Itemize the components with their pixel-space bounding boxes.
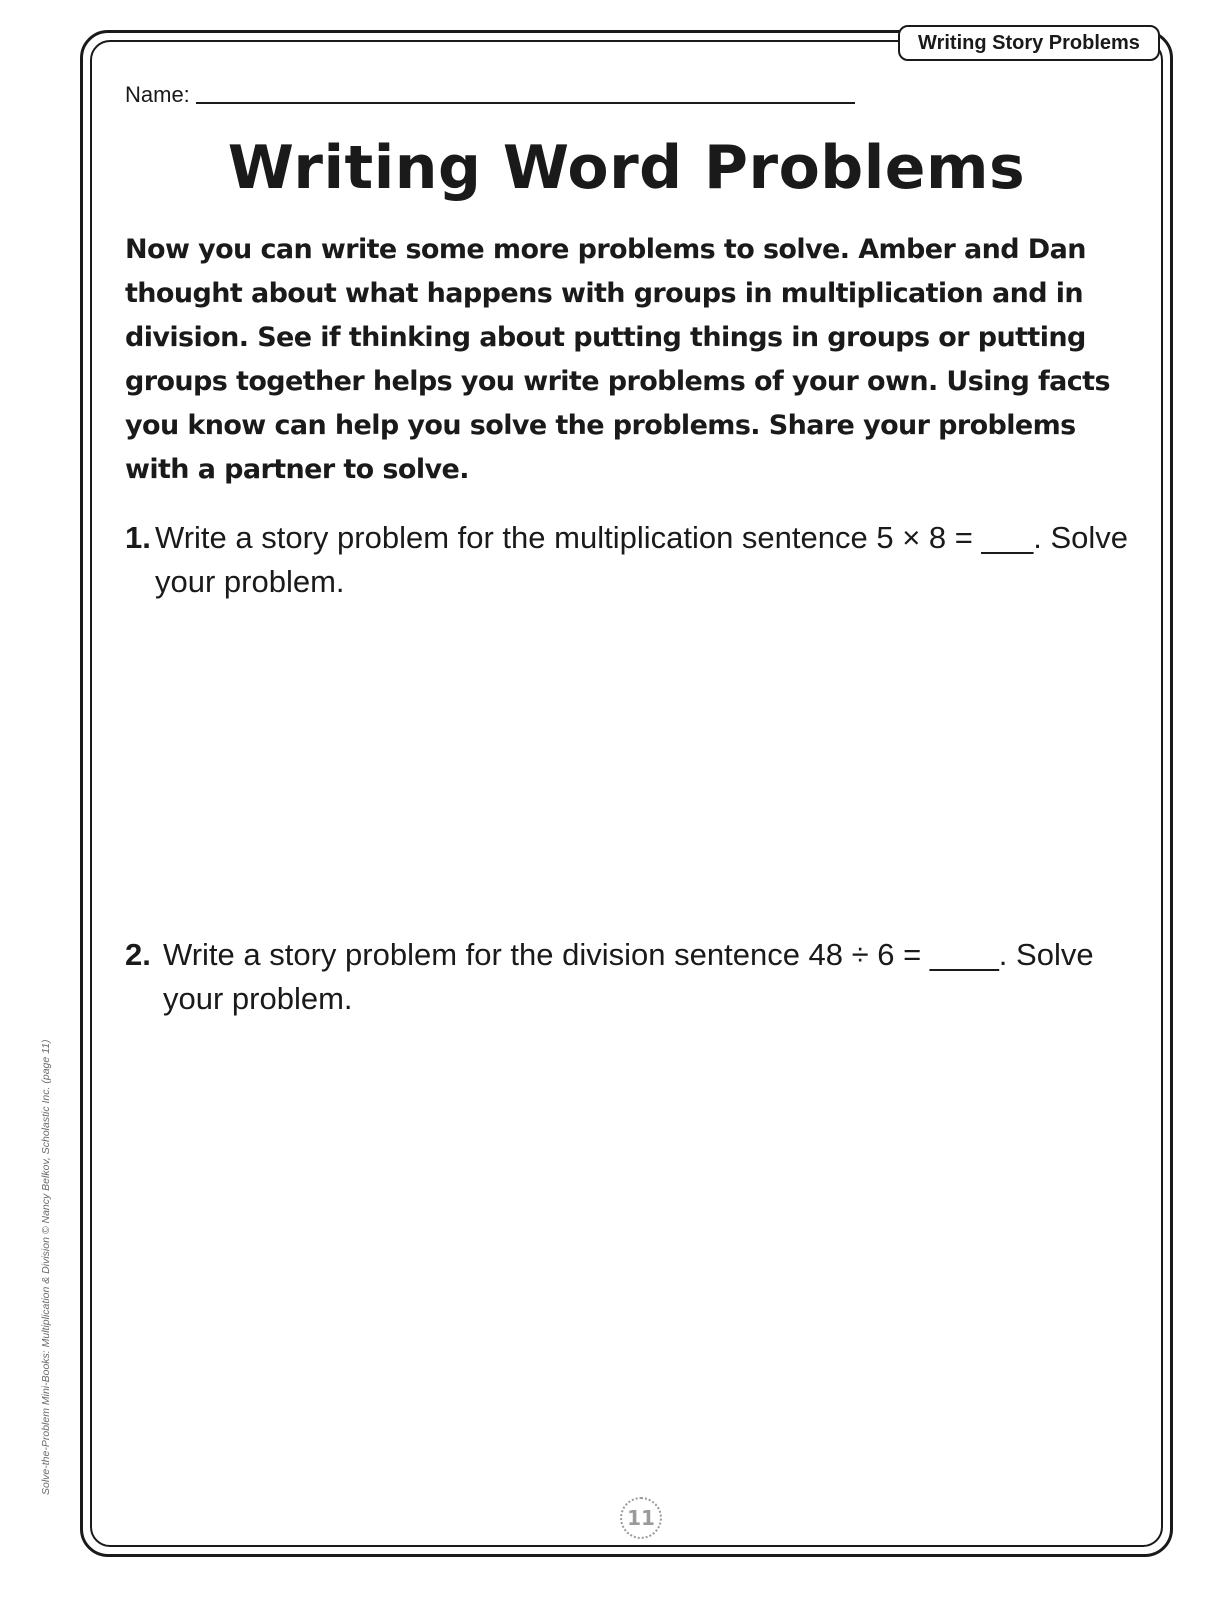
page-title: Writing Word Problems (227, 133, 1026, 203)
copyright-credit: Solve-the-Problem Mini-Books: Multiplication & Division © Nancy Belkov, Scholastic Inc. (page 11) (40, 1039, 52, 1495)
section-tab: Writing Story Problems (898, 25, 1160, 61)
name-label: Name: (125, 82, 190, 107)
question-text: Write a story problem for the division sentence 48 ÷ 6 = ____. Solve your problem. (163, 937, 1094, 1016)
question-number: 2. (125, 937, 151, 972)
intro-paragraph: Now you can write some more problems to solve. Amber and Dan thought about what happens with groups in multiplication and in division. See if thinking about putting things in groups or putting groups together helps you write problems of your own. Using facts you know can help you solve the problems. Share your problems with a partner to solve. (125, 234, 1110, 485)
answer-space-2[interactable] (125, 1040, 1135, 1480)
question-1 (125, 516, 1135, 604)
answer-space-1[interactable] (125, 620, 1135, 910)
question-text: Write a story problem for the multiplication sentence 5 × 8 = ___. Solve your problem. (155, 520, 1128, 599)
page-number: 11 (620, 1497, 662, 1539)
question-number: 1. (125, 520, 151, 555)
name-field (125, 78, 855, 108)
name-write-line[interactable] (196, 102, 855, 104)
question-2 (125, 933, 1135, 1021)
